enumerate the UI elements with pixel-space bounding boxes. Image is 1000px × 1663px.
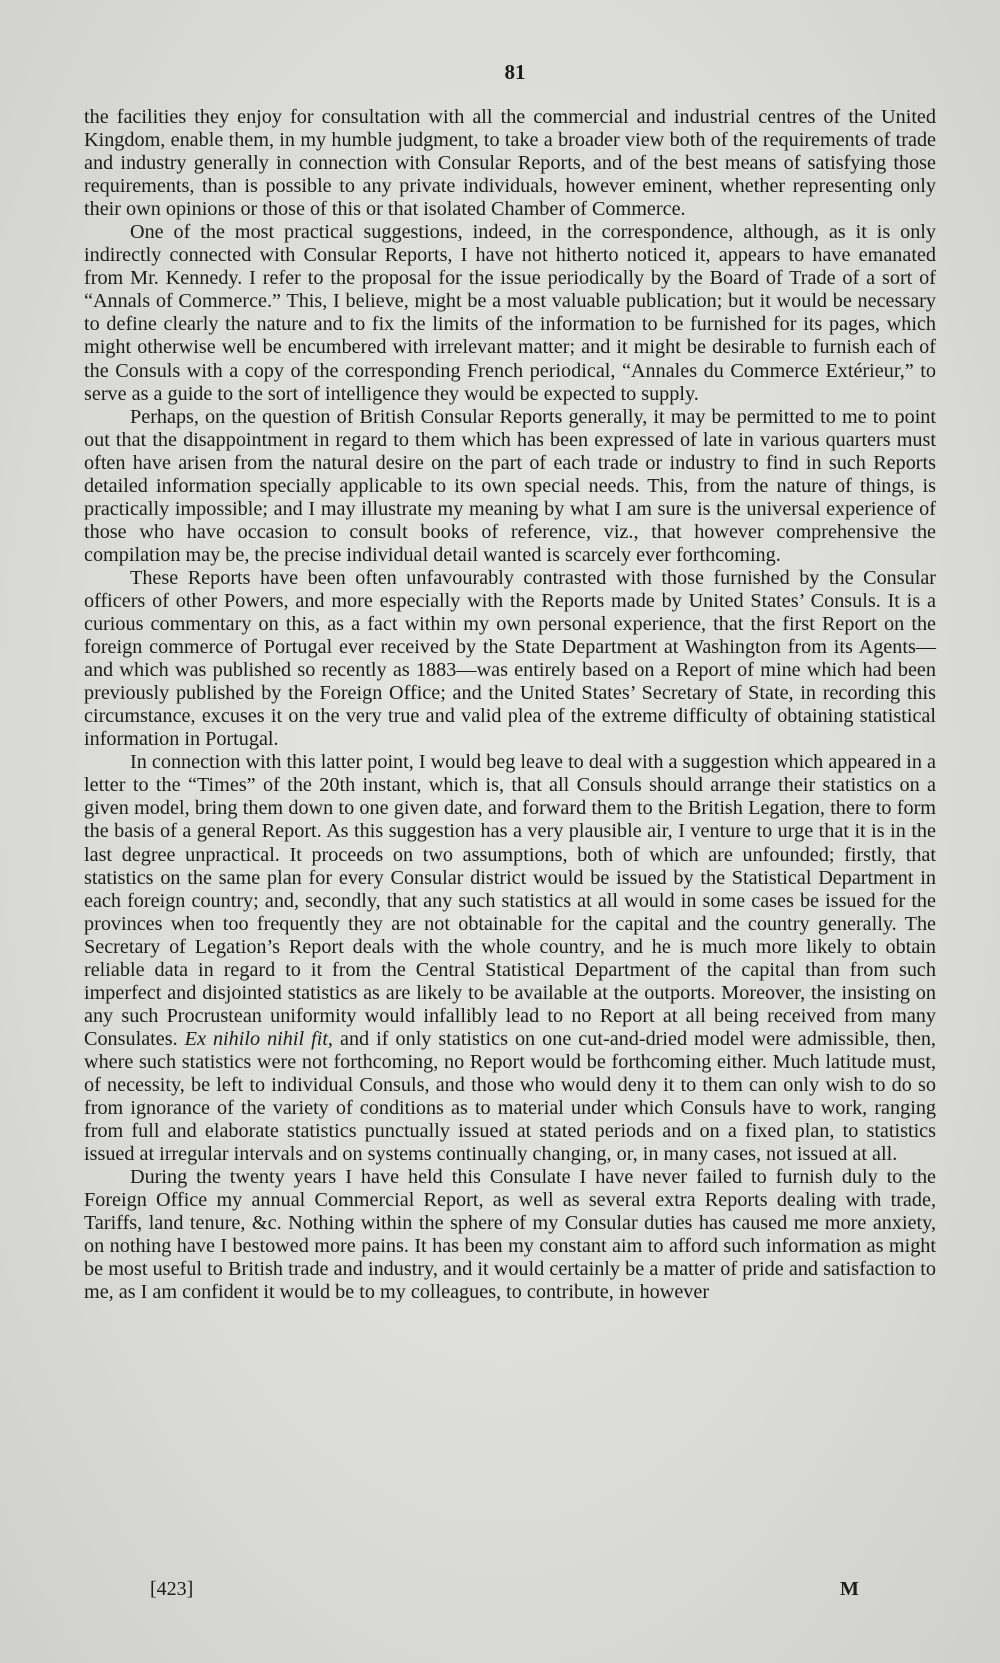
text-run: These Reports have been often unfavourably contrasted with those furnished by the Consular officers of other Powers, and more especially with the Reports made by United States’ Consuls. It is a curious commentary on this, as a fact within my own personal experience, that the first Report on the foreign commerce of Portugal ever received by the State Department at Washington from its Agents—and which was published so recently as 1883—was entirely based on a Report of mine which had been previously published by the Foreign Office; and the United States’ Secretary of State, in recording this circumstance, excuses it on the very true and valid plea of the extreme difficulty of obtaining statistical information in Portugal. xyxy=(84,566,936,751)
paragraph xyxy=(84,406,936,567)
paragraph xyxy=(84,1166,936,1304)
text-run: the facilities they enjoy for consultation with all the commercial and industrial centres of the United Kingdom, enable them, in my humble judgment, to take a broader view both of the requirements of trade and industry generally in connection with Consular Reports, and of the best means of satisfying those requirements, than is possible to any private individuals, however eminent, whether representing only their own opinions or those of this or that isolated Chamber of Commerce. xyxy=(84,106,936,221)
text-run: One of the most practical suggestions, indeed, in the correspondence, although, as it is only indirectly connected with Consular Reports, I have not hitherto noticed it, appears to have emanated from Mr. Kennedy. I refer to the proposal for the issue periodically by the Board of Trade of a sort of “Annals of Commerce.” This, I believe, might be a most valuable publication; but it would be necessary to define clearly the nature and to fix the limits of the information to be furnished for its pages, which might otherwise well be encumbered with irrelevant matter; and it might be desirable to furnish each of the Consuls with a copy of the corresponding French periodical, “Annales du Commerce Extérieur,” to serve as a guide to the sort of intelligence they would be expected to supply. xyxy=(84,221,936,405)
signature-mark: [423] xyxy=(150,1578,194,1600)
italic-phrase: Ex nihilo nihil fit, xyxy=(184,1027,333,1050)
gathering-mark: M xyxy=(840,1578,859,1600)
page-number: 81 xyxy=(504,60,526,84)
text-run: and if only statistics on one cut-and-dried model were admissible, then, where such statistics were not forthcoming, no Report would be forthcoming either. Much latitude must, of necessity, be left to individual Consuls, and those who would deny it to them can only wish to do so from ignorance of the variety of conditions as to material under which Consuls have to work, ranging from full and elaborate statistics punctually issued at stated periods and on a fixed plan, to statistics issued at irregular intervals and on systems continually changing, or, in many cases, not issued at all. xyxy=(84,1027,936,1166)
text-run: During the twenty years I have held this Consulate I have never failed to furnish duly to the Foreign Office my annual Commercial Report, as well as several extra Reports dealing with trade, Tariffs, land tenure, &c. Nothing within the sphere of my Consular duties has caused me more anxiety, on nothing have I bestowed more pains. It has been my constant aim to afford such information as might be most useful to British trade and industry, and it would certainly be a matter of pride and satisfaction to me, as I am confident it would be to my colleagues, to contribute, in however xyxy=(84,1166,936,1304)
paragraph xyxy=(84,221,936,405)
paragraph xyxy=(84,106,936,221)
text-run: In connection with this latter point, I would beg leave to deal with a suggestion which appeared in a letter to the “Times” of the 20th instant, which is, that all Consuls should arrange their statistics on a given model, bring them down to one given date, and forward them to the British Legation, there to form the basis of a general Report. As this suggestion has a very plausible air, I venture to urge that it is in the last degree unpractical. It proceeds on two assumptions, both of which are unfounded; firstly, that statistics on the same plan for every Consular district would be issued by the Statistical Department in each foreign country; and, secondly, that any such statistics at all would in some cases be issued for the provinces when too frequently they are not obtainable for the capital and the country generally. The Secretary of Legation’s Report deals with the whole country, and he is much more likely to obtain reliable data in regard to it from the Central Statistical Department of the capital than from such imperfect and disjointed statistics as are likely to be available at the outports. Moreover, the insisting on any such Procrustean uniformity would infallibly lead to no Report at all being received from many Consulates. xyxy=(84,751,936,1050)
paragraph xyxy=(84,751,936,1166)
paragraph xyxy=(84,567,936,751)
body-text xyxy=(84,106,936,1304)
text-run: Perhaps, on the question of British Consular Reports generally, it may be permitted to me to point out that the disappointment in regard to them which has been expressed of late in various quarters must often have arisen from the natural desire on the part of each trade or industry to find in such Reports detailed information specially applicable to its own special needs. This, from the nature of things, is practically impossible; and I may illustrate my meaning by what I am sure is the universal experience of those who have occasion to consult books of reference, viz., that however comprehensive the compilation may be, the precise individual detail wanted is scarcely ever forthcoming. xyxy=(84,405,936,566)
